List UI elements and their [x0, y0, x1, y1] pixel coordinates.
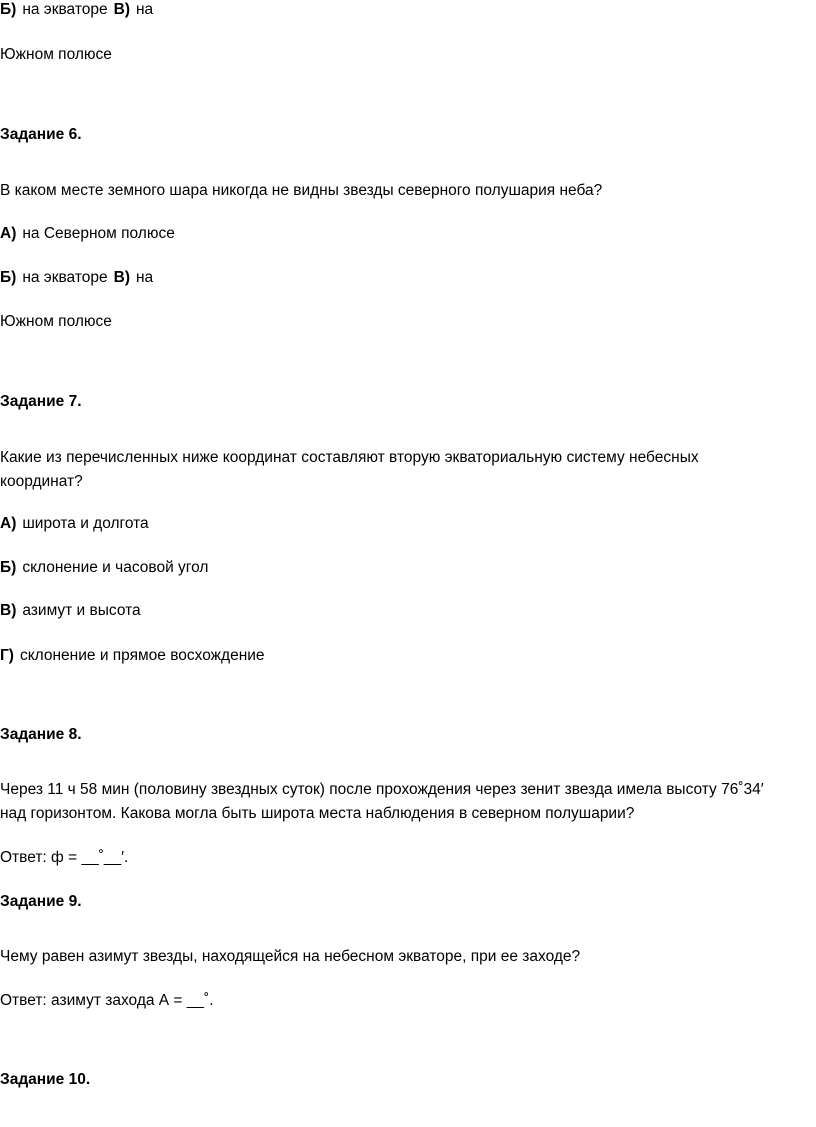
- task-7-question-line2: координат?: [0, 473, 83, 490]
- task-9-title: Задание 9.: [0, 893, 82, 910]
- option-label: В): [0, 602, 17, 619]
- option-text: широта и долгота: [22, 515, 149, 532]
- option-label: В): [113, 1, 130, 18]
- task-7-option-b: [0, 556, 208, 580]
- option-label: А): [0, 225, 17, 242]
- task-10-title: Задание 10.: [0, 1071, 91, 1088]
- option-label: Б): [0, 269, 17, 286]
- option-label: Б): [0, 1, 17, 18]
- task-7-option-a: [0, 512, 149, 536]
- option-v-continuation: Южном полюсе: [0, 46, 112, 63]
- task-6-option-b: [0, 266, 153, 290]
- option-text: на экваторе: [22, 269, 108, 286]
- task-8-question-line1: Через 11 ч 58 мин (половину звездных суток) после прохождения через зенит звезда имела высоту 76˚34′: [0, 781, 764, 798]
- option-text: склонение и прямое восхождение: [19, 647, 265, 664]
- task-9-answer: Ответ: азимут захода А = __˚.: [0, 992, 214, 1009]
- task-8-answer: Ответ: ф = __˚__′.: [0, 849, 129, 866]
- task-8-title: Задание 8.: [0, 726, 82, 743]
- task-7-option-v: [0, 599, 141, 623]
- option-text: склонение и часовой угол: [22, 559, 209, 576]
- option-text: на экваторе: [22, 1, 108, 18]
- option-label: А): [0, 515, 17, 532]
- option-label: Г): [0, 647, 14, 664]
- task-8-question-line2: над горизонтом. Какова могла быть широта места наблюдения в северном полушарии?: [0, 805, 635, 822]
- option-text: на: [135, 269, 154, 286]
- option-label: Б): [0, 559, 17, 576]
- option-b-line: [0, 0, 153, 22]
- task-9-question: Чему равен азимут звезды, находящейся на небесном экваторе, при ее заходе?: [0, 948, 581, 965]
- task-6-title: Задание 6.: [0, 126, 82, 143]
- option-text: на Северном полюсе: [22, 225, 175, 242]
- task-6-option-v-continuation: Южном полюсе: [0, 313, 112, 330]
- task-6-question: В каком месте земного шара никогда не видны звезды северного полушария неба?: [0, 182, 603, 199]
- task-7-question-line1: Какие из перечисленных ниже координат составляют вторую экваториальную систему небесных: [0, 449, 699, 466]
- option-text: азимут и высота: [22, 602, 141, 619]
- task-7-option-g: [0, 644, 265, 668]
- task-6-option-a: [0, 222, 175, 246]
- option-label: В): [113, 269, 130, 286]
- task-7-title: Задание 7.: [0, 393, 82, 410]
- option-text: на: [135, 1, 154, 18]
